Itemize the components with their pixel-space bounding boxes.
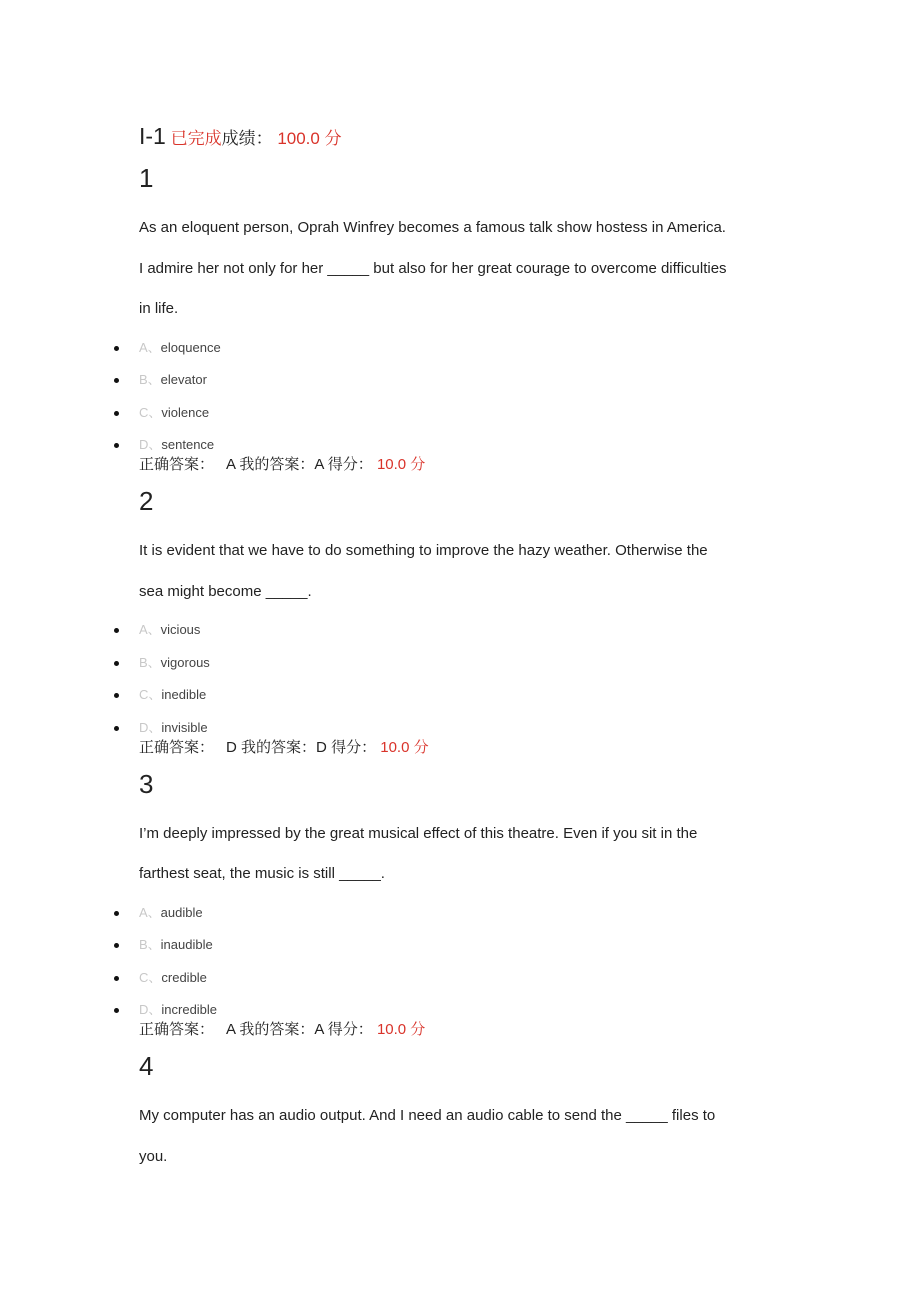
option-letter: D、 xyxy=(139,719,162,735)
question-list xyxy=(139,158,839,1177)
option-letter: A、 xyxy=(139,904,161,920)
option-item xyxy=(139,651,839,684)
question-text-line: in life. xyxy=(139,300,179,317)
question-block xyxy=(139,1046,839,1177)
bullet-icon xyxy=(114,693,119,698)
question-score: 10.0 分 xyxy=(376,456,426,473)
option-item xyxy=(139,401,839,434)
answer-line xyxy=(139,1018,839,1042)
question-text-line: My computer has an audio output. And I need an audio cable to send the _____ files to xyxy=(139,1107,716,1124)
question-score: 10.0 分 xyxy=(376,1021,426,1038)
option-item xyxy=(139,901,839,934)
quiz-header xyxy=(139,120,839,154)
option-text: inaudible xyxy=(160,937,213,952)
option-text: vicious xyxy=(160,622,201,637)
option-list xyxy=(139,336,839,454)
quiz-page xyxy=(139,120,839,1179)
correct-answer-label: 正确答案： xyxy=(139,1021,215,1038)
option-text: eloquence xyxy=(160,339,221,355)
points-label: 得分： xyxy=(331,738,377,756)
option-item xyxy=(139,618,839,651)
bullet-icon xyxy=(114,976,119,981)
my-answer-value: A xyxy=(314,456,324,473)
answer-line xyxy=(139,736,839,760)
my-answer-label: 我的答案： xyxy=(239,1021,315,1038)
option-letter: A、 xyxy=(139,622,161,637)
bullet-icon xyxy=(114,411,119,416)
question-text xyxy=(139,208,839,330)
question-text-line: farthest seat, the music is still _____. xyxy=(139,865,385,882)
completion-status: 已完成 xyxy=(170,129,222,148)
question-text xyxy=(139,531,839,612)
score-label: 成绩： xyxy=(221,129,273,148)
option-text: audible xyxy=(160,904,203,920)
correct-answer-label: 正确答案： xyxy=(139,738,215,756)
option-text: credible xyxy=(161,969,207,985)
option-item xyxy=(139,368,839,401)
option-item xyxy=(139,933,839,966)
bullet-icon xyxy=(114,661,119,666)
question-number: 3 xyxy=(139,768,154,799)
question-text-line: I admire her not only for her _____ but also for her great courage to overcome difficulties xyxy=(139,259,727,277)
option-item xyxy=(139,966,839,999)
bullet-icon xyxy=(114,1008,119,1013)
bullet-icon xyxy=(114,911,119,916)
bullet-icon xyxy=(114,628,119,633)
option-text: inedible xyxy=(161,687,207,702)
answer-line xyxy=(139,453,839,477)
question-number: 1 xyxy=(139,163,154,193)
question-text-line: As an eloquent person, Oprah Winfrey becomes a famous talk show hostess in America. xyxy=(139,219,726,236)
quiz-code: I-1 xyxy=(139,123,166,149)
option-letter: B、 xyxy=(139,937,161,952)
option-letter: C、 xyxy=(139,969,162,985)
option-letter: D、 xyxy=(139,1002,162,1017)
question-text-line: It is evident that we have to do something to improve the hazy weather. Otherwise the xyxy=(139,542,708,559)
question-block xyxy=(139,481,839,760)
option-text: sentence xyxy=(161,437,215,452)
option-item xyxy=(139,336,839,369)
option-letter: C、 xyxy=(139,404,162,420)
question-text-line: you. xyxy=(139,1147,168,1165)
question-block xyxy=(139,158,839,477)
question-text-line: I’m deeply impressed by the great musical effect of this theatre. Even if you sit in the xyxy=(139,824,698,842)
question-score: 10.0 分 xyxy=(380,738,429,756)
option-text: violence xyxy=(161,404,210,420)
option-text: invisible xyxy=(161,719,208,735)
option-item xyxy=(139,433,839,453)
my-answer-value: D xyxy=(316,738,327,756)
option-letter: B、 xyxy=(139,654,161,670)
correct-answer-value: A xyxy=(226,1021,236,1038)
bullet-icon xyxy=(114,443,119,448)
option-letter: B、 xyxy=(139,372,161,387)
option-text: elevator xyxy=(160,372,207,387)
option-item xyxy=(139,998,839,1018)
question-number: 4 xyxy=(139,1051,154,1081)
option-letter: A、 xyxy=(139,339,161,355)
my-answer-label: 我的答案： xyxy=(239,456,315,473)
option-item xyxy=(139,716,839,736)
option-letter: D、 xyxy=(139,437,162,452)
question-block xyxy=(139,764,839,1043)
correct-answer-value: D xyxy=(226,738,237,756)
my-answer-label: 我的答案： xyxy=(241,738,317,756)
correct-answer-label: 正确答案： xyxy=(139,456,215,473)
option-list xyxy=(139,618,839,736)
question-text xyxy=(139,1096,839,1177)
option-text: incredible xyxy=(161,1002,218,1017)
points-label: 得分： xyxy=(327,456,373,473)
total-score: 100.0 分 xyxy=(277,129,342,148)
option-list xyxy=(139,901,839,1019)
question-number: 2 xyxy=(139,486,154,516)
my-answer-value: A xyxy=(314,1021,324,1038)
bullet-icon xyxy=(114,726,119,731)
option-item xyxy=(139,683,839,716)
points-label: 得分： xyxy=(327,1021,373,1038)
bullet-icon xyxy=(114,943,119,948)
bullet-icon xyxy=(114,378,119,383)
bullet-icon xyxy=(114,346,119,351)
question-text xyxy=(139,814,839,895)
option-text: vigorous xyxy=(160,654,210,670)
question-text-line: sea might become _____. xyxy=(139,582,312,600)
correct-answer-value: A xyxy=(226,456,236,473)
option-letter: C、 xyxy=(139,687,162,702)
